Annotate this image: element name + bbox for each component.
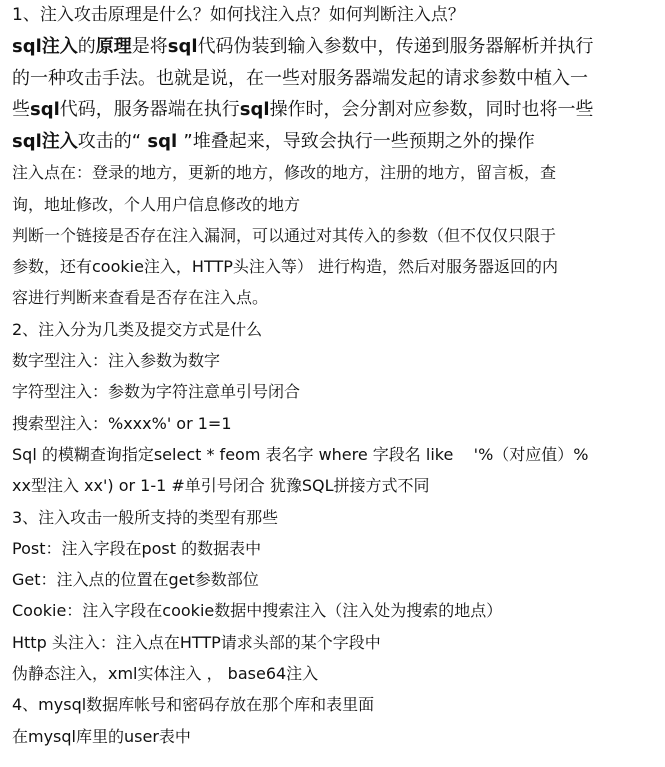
paragraph-line — [12, 94, 659, 126]
paragraph-line — [12, 31, 659, 63]
bold-term: sql — [167, 36, 198, 58]
paragraph-line: 在mysql库里的user表中 — [12, 726, 191, 746]
paragraph-line: 判断一个链接是否存在注入漏洞，可以通过对其传入的参数（但不仅仅只限于 — [12, 225, 557, 245]
paragraph-line: 询，地址修改，个人用户信息修改的地方 — [12, 194, 301, 214]
paragraph-line: xx型注入 xx') or 1-1 #单引号闭合 犹豫SQL拼接方式不同 — [12, 476, 430, 496]
question-4-heading: 4、mysql数据库帐号和密码存放在那个库和表里面 — [12, 695, 375, 715]
text-segment: 代码伪装到输入参数中，传递到服务器解析并执行 — [197, 36, 594, 58]
bold-term: 原理 — [95, 36, 132, 58]
bold-term: sql注入 — [12, 130, 78, 152]
paragraph-line: 的一种攻击手法。也就是说，在一些对服务器端发起的请求参数中植入一 — [12, 67, 588, 89]
bold-term: sql注入 — [12, 36, 78, 58]
text-segment: 是将 — [131, 36, 168, 58]
question-3-heading: 3、注入攻击一般所支持的类型有那些 — [12, 507, 279, 527]
text-segment: 攻击的“ — [77, 130, 142, 152]
question-1-heading: 1、注入攻击原理是什么？如何找注入点？如何判断注入点？ — [12, 5, 465, 25]
text-segment: 操作时，会分割对应参数，同时也将一些 — [269, 99, 594, 121]
paragraph-line: 搜索型注入：%xxx%' or 1=1 — [12, 413, 232, 433]
bold-term: sql — [141, 130, 184, 152]
text-segment: 些 — [12, 99, 30, 121]
paragraph-line: Sql 的模糊查询指定select * feom 表名字 where 字段名 like '%（对应值）% — [12, 444, 589, 464]
paragraph-line: 伪静态注入，xml实体注入 ， base64注入 — [12, 664, 319, 684]
question-2-heading: 2、注入分为几类及提交方式是什么 — [12, 319, 263, 339]
paragraph-line — [12, 126, 659, 158]
bold-term: sql — [30, 99, 60, 121]
paragraph-line: 注入点在：登录的地方，更新的地方，修改的地方，注册的地方，留言板，查 — [12, 163, 557, 183]
text-segment: ”堆叠起来，导致会执行一些预期之外的操作 — [183, 130, 535, 152]
text-segment: 代码，服务器端在执行 — [59, 99, 240, 121]
paragraph-line: 容进行判断来查看是否存在注入点。 — [12, 288, 269, 308]
paragraph-line: 参数，还有cookie注入，HTTP头注入等） 进行构造，然后对服务器返回的内 — [12, 257, 558, 277]
text-segment: 的 — [77, 36, 96, 58]
paragraph-line: Post：注入字段在post 的数据表中 — [12, 538, 262, 558]
paragraph-line: 数字型注入：注入参数为数字 — [12, 351, 221, 371]
paragraph-line: Get：注入点的位置在get参数部位 — [12, 570, 259, 590]
paragraph-line: 字符型注入：参数为字符注意单引号闭合 — [12, 382, 301, 402]
paragraph-line: Cookie：注入字段在cookie数据中搜索注入（注入处为搜索的地点） — [12, 601, 503, 621]
bold-term: sql — [239, 99, 270, 121]
paragraph-line: Http 头注入：注入点在HTTP请求头部的某个字段中 — [12, 632, 381, 652]
